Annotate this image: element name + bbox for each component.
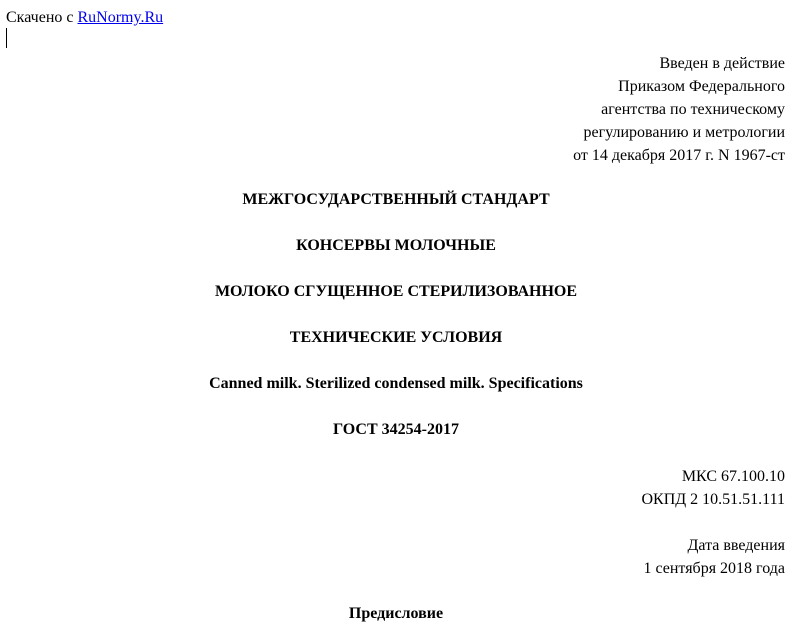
english-title: Canned milk. Sterilized condensed milk. Specifications	[209, 375, 583, 392]
okpd-code: ОКПД 2 10.51.51.111	[641, 491, 785, 508]
enactment-line: Введен в действие	[659, 55, 785, 72]
source-prefix: Скачено с	[6, 9, 78, 26]
source-link[interactable]: RuNormy.Ru	[77, 9, 164, 26]
classification-block	[641, 465, 785, 511]
introduction-date-value: 1 сентября 2018 года	[643, 560, 785, 577]
enactment-block	[573, 52, 785, 167]
enactment-line: Приказом Федерального	[618, 78, 785, 95]
mks-code: МКС 67.100.10	[681, 468, 785, 485]
gost-code: ГОСТ 34254-2017	[333, 421, 459, 438]
product-title: МОЛОКО СГУЩЕННОЕ СТЕРИЛИЗОВАННОЕ	[214, 283, 578, 300]
introduction-date-label: Дата введения	[687, 537, 785, 554]
standard-type-title: МЕЖГОСУДАРСТВЕННЫЙ СТАНДАРТ	[242, 191, 550, 208]
source-line	[6, 6, 163, 29]
specifications-title: ТЕХНИЧЕСКИЕ УСЛОВИЯ	[289, 329, 503, 346]
enactment-line: регулированию и метрологии	[583, 124, 785, 141]
text-cursor	[6, 28, 7, 48]
category-title: КОНСЕРВЫ МОЛОЧНЫЕ	[296, 237, 496, 254]
enactment-line: от 14 декабря 2017 г. N 1967-ст	[573, 147, 785, 164]
enactment-line: агентства по техническому	[601, 101, 785, 118]
foreword-heading: Предисловие	[348, 605, 444, 622]
introduction-date-block	[643, 534, 785, 580]
